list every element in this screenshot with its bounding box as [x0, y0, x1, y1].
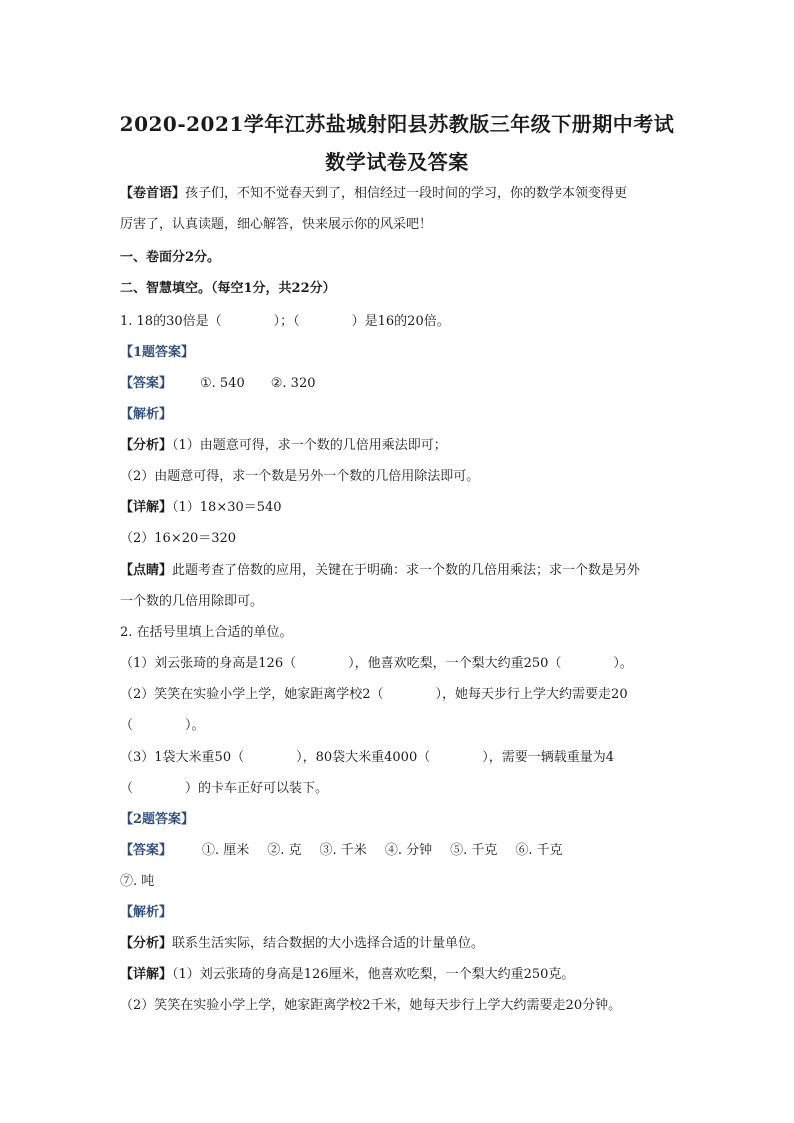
q2-l1a: （1）刘云张琦的身高是126（ — [120, 656, 297, 671]
q1-stem — [120, 313, 450, 331]
doc-title-line2: 数学试卷及答案 — [325, 150, 469, 174]
q2-analysis-header: 【解析】 — [120, 905, 173, 920]
q1-comment-text1: 此题考查了倍数的应用，关键在于明确：求一个数的几倍用乘法；求一个数是另外 — [172, 563, 641, 578]
q2-l3a: （ — [120, 718, 134, 733]
q2-l1b: ），他喜欢吃梨，一个梨大约重250（ — [348, 656, 562, 671]
q1-detail-1 — [120, 499, 282, 517]
q2-answer-header: 【2题答案】 — [120, 812, 195, 827]
q1-part-b: ）；（ — [273, 314, 300, 329]
q2-line4 — [120, 749, 614, 767]
q2-answer-2: ②. 克 — [267, 843, 302, 858]
q2-detail-tag: 【详解】 — [120, 967, 173, 982]
q2-l4c: ），需要一辆载重量为4 — [482, 750, 615, 765]
q2-line2 — [120, 686, 628, 704]
doc-title-line1: 2020-2021学年江苏盐城射阳县苏教版三年级下册期中考试 — [119, 112, 675, 136]
q1-part-c: ）是16的20倍。 — [351, 314, 450, 329]
q2-answer-6: ⑥. 千克 — [515, 843, 563, 858]
q1-analysis-tag: 【分析】 — [120, 438, 173, 453]
q1-part-a: 1. 18的30倍是（ — [120, 314, 222, 329]
q2-stem: 2. 在括号里填上合适的单位。 — [120, 625, 293, 640]
intro-tag: 【卷首语】 — [120, 186, 186, 201]
q2-l4a: （3）1袋大米重50（ — [120, 750, 245, 765]
q2-answer-line — [120, 842, 563, 860]
intro-line2: 厉害了，认真读题，细心解答，快来展示你的风采吧！ — [120, 217, 433, 232]
q1-analysis-2: （2）由题意可得，求一个数是另外一个数的几倍用除法即可。 — [120, 469, 480, 484]
q2-answer-1: ①. 厘米 — [202, 843, 250, 858]
q2-l3b: ）。 — [185, 718, 205, 733]
q2-analysis-text1: 联系生活实际，结合数据的大小选择合适的计量单位。 — [172, 936, 485, 951]
q1-detail-text1: （1）18×30＝540 — [172, 500, 282, 515]
q2-answer-tag: 【答案】 — [120, 843, 173, 858]
q2-answer-3: ③. 千米 — [319, 843, 367, 858]
q1-comment-1 — [120, 562, 640, 580]
q2-answer-5: ⑤. 千克 — [450, 843, 498, 858]
q1-detail-tag: 【详解】 — [120, 500, 173, 515]
q2-detail-2: （2）笑笑在实验小学上学，她家距离学校2千米，她每天步行上学大约需要走20分钟。 — [120, 998, 622, 1013]
q2-line3 — [120, 717, 205, 735]
q1-comment-tag: 【点睛】 — [120, 563, 173, 578]
q1-analysis-text1: （1）由题意可得，求一个数的几倍用乘法即可； — [172, 438, 447, 453]
q1-answer-header: 【1题答案】 — [120, 345, 195, 360]
q1-analysis-header: 【解析】 — [120, 407, 173, 422]
q2-analysis-tag: 【分析】 — [120, 936, 173, 951]
q2-detail-1 — [120, 966, 574, 984]
q2-answer-last: ⑦. 吨 — [120, 874, 155, 889]
intro-line1 — [120, 185, 627, 203]
section2-heading: 二、智慧填空。（每空1分，共22分） — [120, 281, 336, 296]
q1-answer-tag: 【答案】 — [120, 376, 173, 391]
q1-answer-line — [120, 375, 315, 393]
q1-analysis-1 — [120, 437, 447, 455]
q2-l2a: （2）笑笑在实验小学上学，她家距离学校2（ — [120, 687, 384, 702]
q2-line5 — [120, 780, 328, 798]
q1-answer-2: ②. 320 — [270, 376, 316, 391]
q2-detail-text1: （1）刘云张琦的身高是126厘米，他喜欢吃梨，一个梨大约重250克。 — [172, 967, 575, 982]
q2-line1 — [120, 655, 633, 673]
q2-l2b: ），她每天步行上学大约需要走20 — [435, 687, 628, 702]
q1-answer-1: ①. 540 — [200, 376, 245, 391]
intro-text1: 孩子们，不知不觉春天到了，相信经过一段时间的学习，你的数学本领变得更 — [185, 186, 628, 201]
q2-analysis-1 — [120, 935, 484, 953]
q2-answer-4: ④. 分钟 — [384, 843, 433, 858]
q1-detail-2: （2）16×20＝320 — [120, 531, 237, 546]
q1-comment-2: 一个数的几倍用除即可。 — [120, 594, 264, 609]
section1-heading: 一、卷面分2分。 — [120, 250, 221, 265]
q2-l5b: ）的卡车正好可以装下。 — [185, 781, 329, 796]
q2-l4b: ），80袋大米重4000（ — [296, 750, 431, 765]
q2-l5a: （ — [120, 781, 134, 796]
q2-l1c: ）。 — [613, 656, 633, 671]
